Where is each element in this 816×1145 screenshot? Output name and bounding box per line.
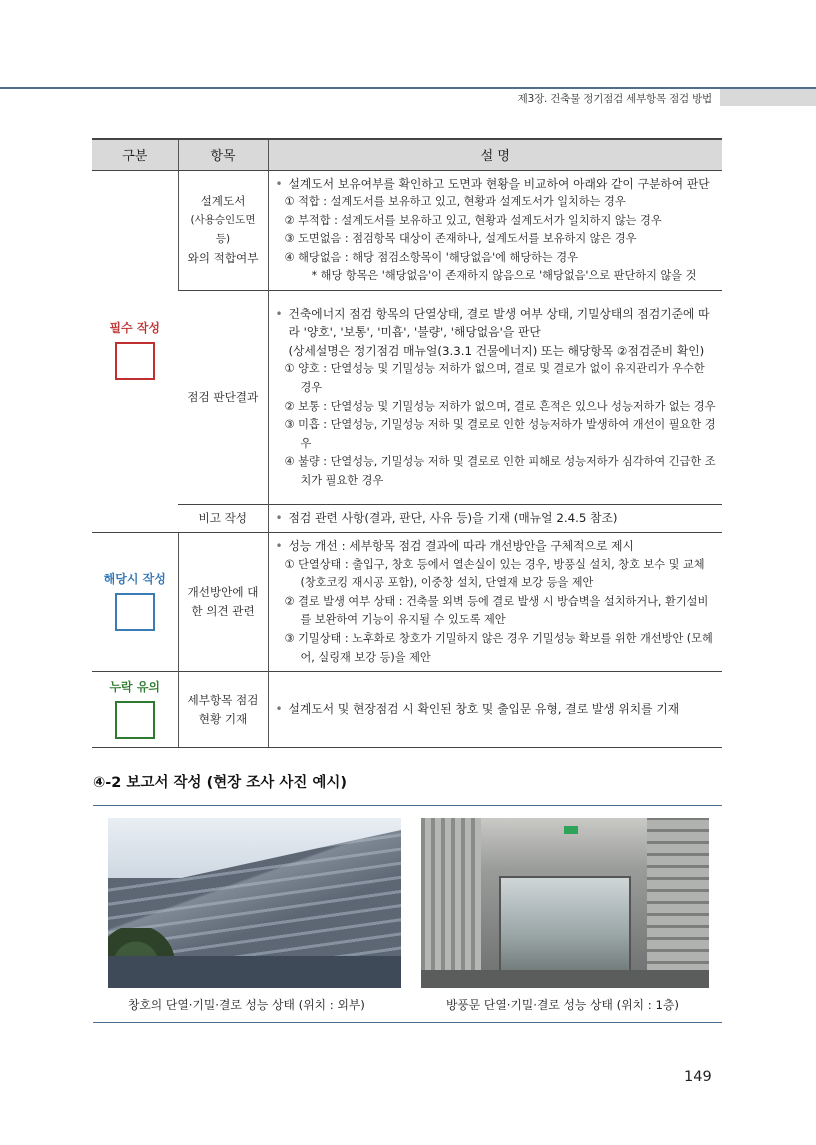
bullet-text: • 점검 관련 사항(결과, 판단, 사유 등)을 기재 (매뉴얼 2.4.5 참조) — [275, 509, 717, 528]
section-title: ④-2 보고서 작성 (현장 조사 사진 예시) — [93, 775, 348, 791]
checkbox-required[interactable] — [115, 342, 155, 380]
chapter-title: 제3장. 건축물 정기점검 세부항목 점검 방법 — [517, 93, 712, 105]
description-cell — [268, 505, 722, 533]
sub-item: ④ 해당없음 : 해당 점검소항목이 '해당없음'에 해당하는 경우 — [284, 250, 578, 264]
sub-item: ① 단열상태 : 출입구, 창호 등에서 열손실이 있는 경우, 방풍실 설치, 창호 보수 및 교체 (창호코킹 재시공 포함), 이중창 설치, 단열재 보강 등을 제안 — [284, 557, 705, 590]
photo-caption: 창호의 단열·기밀·결로 성능 상태 (위치 : 외부) — [128, 998, 365, 1012]
item-cell: 비고 작성 — [178, 505, 268, 533]
table-header-row — [92, 139, 722, 170]
table-row — [92, 672, 722, 748]
sub-item: ③ 도면없음 : 점검항목 대상이 존재하나, 설계도서를 보유하지 않은 경우 — [284, 232, 637, 246]
category-if-applicable — [92, 533, 178, 672]
item-cell: 세부항목 점검 현황 기재 — [178, 672, 268, 748]
item-cell: 점검 판단결과 — [178, 291, 268, 505]
table-row — [92, 533, 722, 672]
page-number: 149 — [684, 1069, 712, 1085]
col-header-category: 구분 — [92, 139, 178, 170]
sub-item: ③ 미흡 : 단열성능, 기밀성능 저하 및 결로로 인한 성능저하가 발생하여 개선이 필요한 경우 — [284, 418, 716, 450]
bullet-text: • 건축에너지 점검 항목의 단열상태, 결로 발생 여부 상태, 기밀상태의 점검기준에 따라 '양호', '보통', '미흡', '불량', '해당없음'을 판단 — [275, 305, 717, 342]
table-row — [92, 170, 722, 291]
note-text: * 해당 항목은 '해당없음'이 존재하지 않음으로 '해당없음'으로 판단하지 않을 것 — [311, 269, 697, 283]
sub-item: ④ 불량 : 단열성능, 기밀성능 저하 및 결로로 인한 피해로 성능저하가 심각하여 긴급한 조치가 필요한 경우 — [284, 455, 716, 487]
section-rule — [93, 805, 722, 806]
description-cell — [268, 672, 722, 748]
col-header-item: 항목 — [178, 139, 268, 170]
bullet-text: • 설계도서 보유여부를 확인하고 도면과 현황을 비교하여 아래와 같이 구분하여 판단 — [275, 175, 717, 194]
description-cell — [268, 533, 722, 672]
sub-item: ② 보통 : 단열성능 및 기밀성능 저하가 없으며, 결로 흔적은 있으나 성능저하가 없는 경우 — [284, 399, 716, 413]
category-required — [92, 170, 178, 533]
checkbox-omission-note[interactable] — [115, 701, 155, 739]
detail-reference: (상세설명은 정기점검 매뉴얼(3.3.1 건물에너지) 또는 해당항목 ②점검준비 확인) — [288, 343, 705, 358]
category-omission-note — [92, 672, 178, 748]
col-header-description: 설 명 — [268, 139, 722, 170]
photo-windbreak-door — [421, 818, 709, 988]
photo-building-exterior — [108, 818, 401, 988]
chapter-header — [0, 89, 816, 106]
category-label: 필수 작성 — [109, 321, 161, 336]
checkbox-if-applicable[interactable] — [115, 593, 155, 631]
photo-caption: 방풍문 단열·기밀·결로 성능 상태 (위치 : 1층) — [446, 998, 680, 1012]
bullet-text: • 설계도서 및 현장점검 시 확인된 창호 및 출입문 유형, 결로 발생 위치를 기재 — [275, 700, 717, 719]
exit-sign-icon — [564, 826, 578, 834]
category-label: 해당시 작성 — [103, 572, 166, 587]
description-cell — [268, 170, 722, 291]
description-cell — [268, 291, 722, 505]
sub-item: ① 양호 : 단열성능 및 기밀성능 저하가 없으며, 결로 및 결로가 없이 유지관리가 우수한 경우 — [284, 362, 705, 394]
sub-item: ③ 기밀상태 : 노후화로 창호가 기밀하지 않은 경우 기밀성능 확보를 위한 개선방안 (모헤어, 실링재 보강 등)을 제안 — [284, 632, 713, 664]
bullet-text: • 성능 개선 : 세부항목 점검 결과에 따라 개선방안을 구체적으로 제시 — [275, 537, 717, 556]
sub-item: ② 부적합 : 설계도서를 보유하고 있고, 현황과 설계도서가 일치하지 않는 경우 — [284, 213, 662, 227]
sub-item: ② 결로 발생 여부 상태 : 건축물 외벽 등에 결로 발생 시 방습벽을 설치하거나, 환기설비를 보완하여 기능이 유지될 수 있도록 제안 — [284, 594, 709, 627]
item-cell: 개선방안에 대 한 의견 관련 — [178, 533, 268, 672]
category-label: 누락 유의 — [109, 679, 161, 694]
table-row — [92, 291, 722, 505]
report-table — [92, 138, 722, 748]
chapter-tab — [720, 89, 816, 106]
sub-item: ① 적합 : 설계도서를 보유하고 있고, 현황과 설계도서가 일치하는 경우 — [284, 195, 626, 209]
item-cell: 설계도서 (사용승인도면 등) 와의 적합여부 — [178, 170, 268, 291]
bottom-rule — [93, 1022, 722, 1023]
table-row — [92, 505, 722, 533]
